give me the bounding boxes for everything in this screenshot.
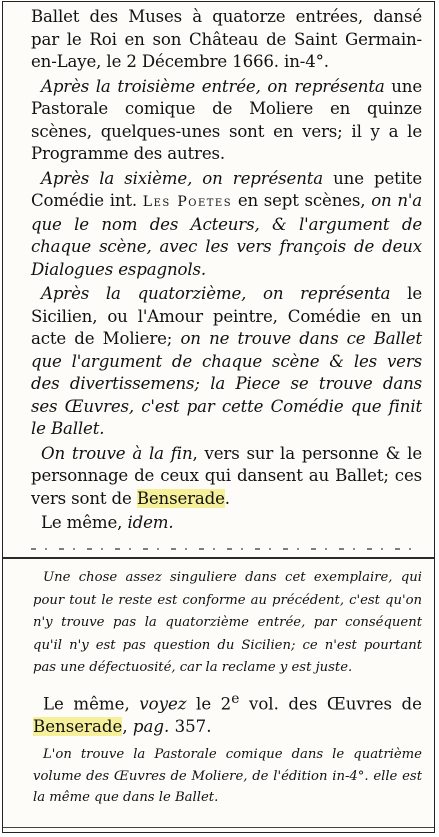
italic-phrase: on n'a que le nom des Acteurs, & l'argument de chaque scène, avec les vers françois de deux Dialogues espagnols.: [31, 191, 423, 279]
paragraph-text: une Pastorale comique de Moliere en quinze scènes, quelques-unes sont en vers; il y a le Programme des autres.: [31, 76, 422, 163]
ref-text: 357.: [169, 717, 212, 737]
paragraph-text: le Sicilien, ou l'Amour peintre, Comédie en un acte de Moliere;: [31, 284, 423, 348]
ref-text: le 2: [186, 694, 232, 714]
italic-phrase: Après la troisième entrée, on représenta: [41, 76, 385, 96]
document-page: [2, 1, 435, 833]
section-divider: [3, 557, 434, 559]
italic-phrase: Après la sixième, on représenta: [41, 168, 324, 188]
paragraph-third-entry: [31, 76, 422, 166]
paragraph-text: une petite Comédie int.: [31, 168, 422, 210]
reference-benserade: [33, 688, 422, 739]
italic-phrase: idem.: [127, 513, 174, 532]
paragraph-text: .: [224, 488, 230, 508]
note-exemplaire: Une chose assez singuliere dans cet exemplaire, qui pour tout le reste est conforme au précédent, c'est qu'on n'y trouve pas la quatorzième entrée, par conséquent qu'il n'y est pas question du Sicilien; ce n'est pourtant pas une défectuosité, car la reclame y est juste.: [33, 570, 422, 675]
highlighted-name: Benserade: [33, 717, 123, 737]
bottom-rule: [3, 827, 434, 828]
paragraph-same-idem: [31, 512, 422, 535]
ref-italic: voyez: [139, 694, 187, 714]
italic-phrase: on ne trouve dans ce Ballet que l'argument de chaque scène & les vers des divertissemens; la Piece se trouve dans ses Œuvres, c'est par cette Comédie que finit le Ballet.: [31, 329, 422, 438]
ref-text: vol. des Œuvres de: [239, 694, 422, 714]
note-pastorale: L'on trouve la Pastorale comique dans le quatrième volume des Œuvres de Moliere, de l'édition in-4°. elle est la même que dans le Ballet.: [33, 747, 422, 806]
paragraph-sixth-entry: [31, 168, 422, 282]
ref-italic: pag.: [132, 717, 170, 737]
ref-text: Le même,: [43, 694, 140, 714]
ref-text: ,: [122, 717, 133, 737]
lower-text-block: [33, 567, 422, 809]
paragraph-text: en sept scènes,: [232, 191, 372, 210]
highlighted-name: Benserade: [136, 488, 225, 508]
paragraph-ballet-title: Ballet des Muses à quatorze entrées, dansé par le Roi en son Château de Saint Germain-en-Laye, le 2 Décembre 1666. in-4°.: [31, 7, 422, 71]
paragraph-fourteenth-entry: [31, 283, 422, 441]
paragraph-end-verses: [31, 443, 422, 511]
upper-text-block: [31, 6, 422, 535]
paragraph-text: Le même,: [41, 513, 128, 532]
small-caps-title: Les Poetes: [142, 194, 233, 210]
ref-superscript: e: [231, 690, 240, 707]
italic-phrase: Après la quatorzième, on représenta: [41, 284, 391, 303]
cropped-text-line: [31, 539, 420, 559]
paragraph-text: , vers sur la personne & le personnage de ceux qui dansent au Ballet; ces vers sont de: [31, 443, 422, 508]
cropped-glyph-fragments: [31, 548, 420, 550]
italic-phrase: On trouve à la fin: [41, 443, 193, 463]
